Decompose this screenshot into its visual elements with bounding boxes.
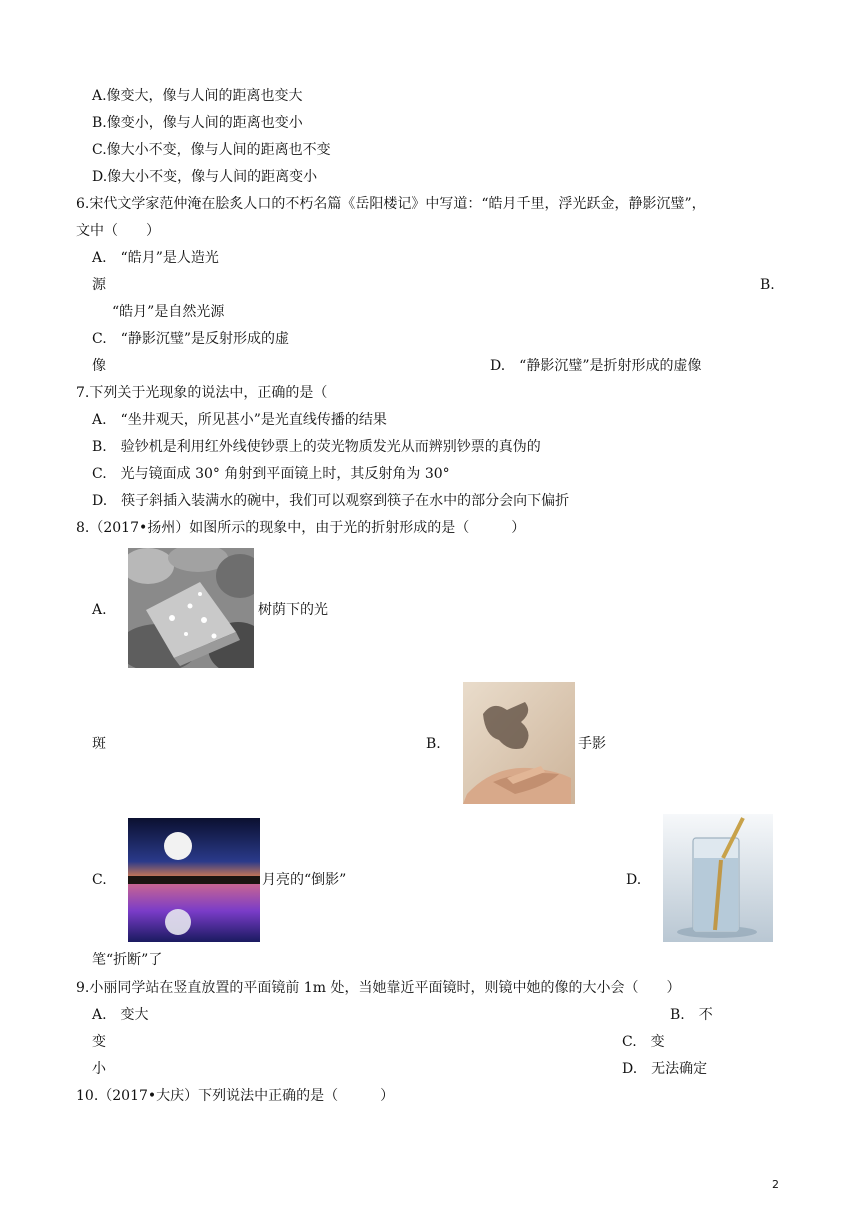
q8-option-a-text-line2: 斑: [92, 736, 106, 752]
q9-option-d: D. 无法确定: [622, 1061, 708, 1077]
q5-option-b: B.像变小，像与人间的距离也变小: [92, 115, 303, 131]
q7-option-d: D. 筷子斜插入装满水的碗中，我们可以观察到筷子在水中的部分会向下偏折: [92, 493, 570, 509]
q6-option-b-text: “皓月”是自然光源: [112, 304, 225, 320]
q6-option-a-line2: 源: [92, 277, 106, 293]
q8-option-d-text: 笔“折断”了: [92, 952, 163, 968]
q8-option-c-text: 月亮的“倒影”: [262, 872, 347, 888]
q7-option-b: B. 验钞机是利用红外线使钞票上的荧光物质发光从而辨别钞票的真伪的: [92, 439, 541, 455]
q5-option-a: A.像变大，像与人间的距离也变大: [92, 88, 303, 104]
q7-option-a: A. “坐井观天，所见甚小”是光直线传播的结果: [92, 412, 387, 428]
q6-option-d: D. “静影沉璧”是折射形成的虚像: [490, 358, 702, 374]
q8-option-b-text: 手影: [578, 736, 606, 752]
q5-option-d: D.像大小不变，像与人间的距离变小: [92, 169, 318, 185]
q8-option-a-text-line1: 树荫下的光: [258, 602, 328, 618]
q7-stem: 7.下列关于光现象的说法中，正确的是（: [76, 385, 328, 401]
page-number: 2: [772, 1178, 779, 1191]
q9-option-c-line2: 小: [92, 1061, 106, 1077]
q7-option-c: C. 光与镜面成 30° 角射到平面镜上时，其反射角为 30°: [92, 466, 450, 482]
q9-option-b: B. 不: [670, 1007, 713, 1023]
q9-option-b-line2: 变: [92, 1034, 106, 1050]
q8-option-a-marker: A.: [92, 602, 107, 618]
q6-option-c-line1: C. “静影沉璧”是反射形成的虚: [92, 331, 289, 347]
q8-option-c-marker: C.: [92, 872, 107, 888]
q8-stem: 8.（2017•扬州）如图所示的现象中，由于光的折射形成的是（ ）: [76, 520, 526, 536]
moon-reflection-image: [128, 818, 260, 942]
q6-stem-line1: 6.宋代文学家范仲淹在脍炙人口的不朽名篇《岳阳楼记》中写道：“皓月千里，浮光跃金，静影沉璧”，: [76, 196, 706, 212]
q6-option-c-line2: 像: [92, 358, 106, 374]
q6-option-a-line1: A. “皓月”是人造光: [92, 250, 219, 266]
q9-stem: 9.小丽同学站在竖直放置的平面镜前 1m 处，当她靠近平面镜时，则镜中她的像的大小会（ ）: [76, 980, 681, 996]
q5-option-c: C.像大小不变，像与人间的距离也不变: [92, 142, 331, 158]
tree-shade-light-spots-image: [128, 548, 254, 668]
q10-stem: 10.（2017•大庆）下列说法中正确的是（ ）: [76, 1088, 395, 1104]
q9-option-c: C. 变: [622, 1034, 665, 1050]
q6-option-b-marker: B.: [760, 277, 775, 293]
q8-option-b-marker: B.: [426, 736, 441, 752]
pencil-in-water-glass-image: [663, 814, 773, 942]
q9-option-a: A. 变大: [92, 1007, 149, 1023]
q6-stem-line2: 文中（ ）: [76, 223, 160, 239]
q8-option-d-marker: D.: [626, 872, 642, 888]
hand-shadow-image: [463, 682, 575, 804]
